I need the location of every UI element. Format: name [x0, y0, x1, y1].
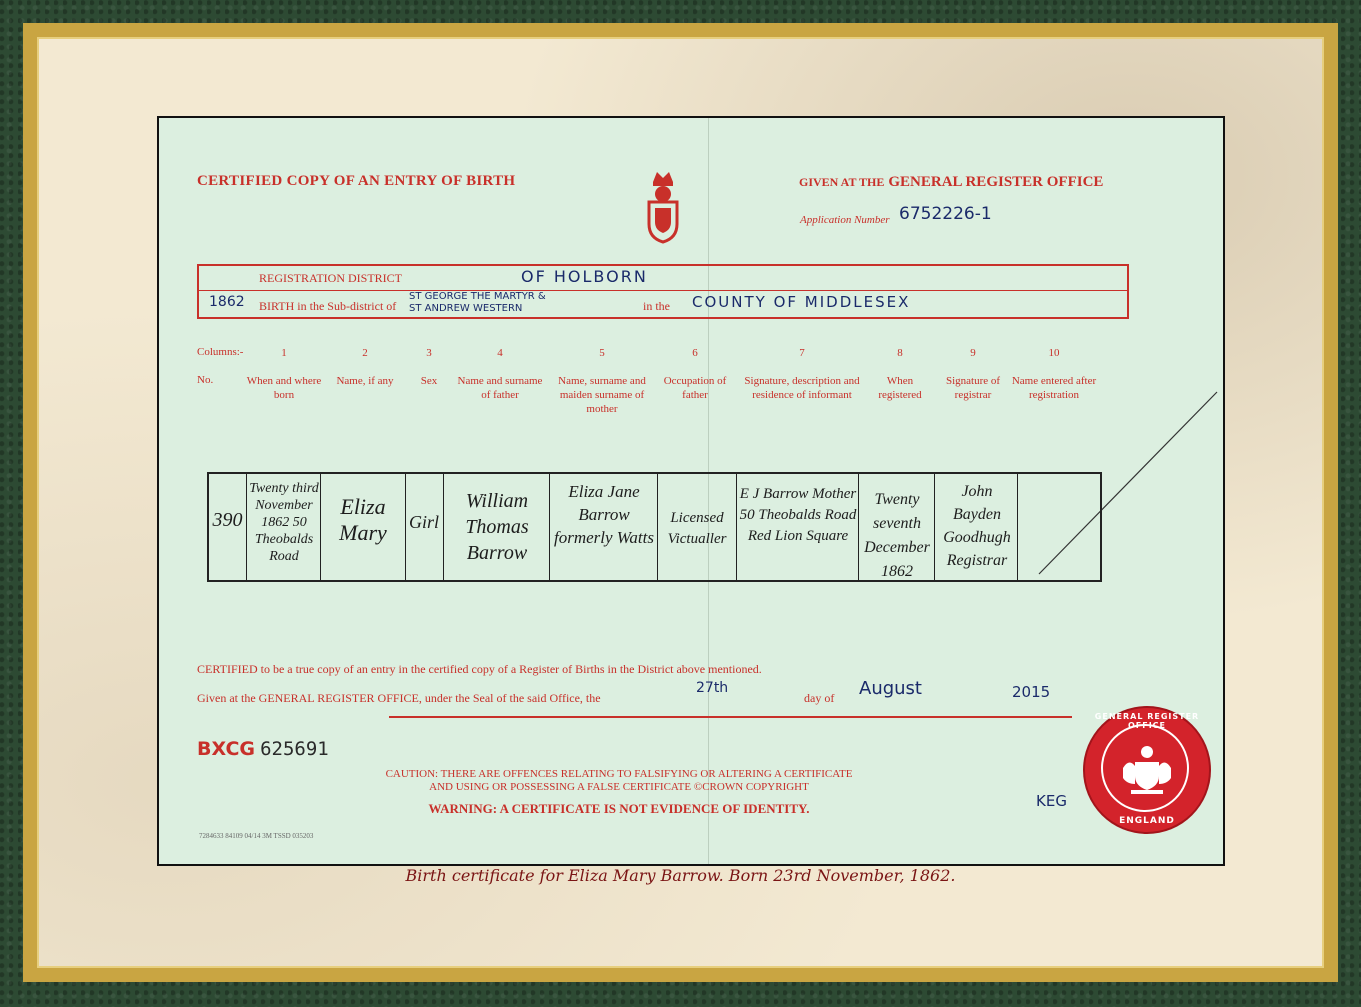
birth-subdistrict-label: BIRTH in the Sub-district of: [259, 299, 397, 313]
column-number: 4: [497, 347, 503, 359]
column-number: 5: [599, 347, 605, 359]
given-month: August: [859, 678, 922, 699]
column-title: Name and surname of father: [457, 375, 543, 401]
column-title: Occupation of father: [663, 375, 727, 401]
column-title: Signature of registrar: [945, 375, 1001, 401]
column-title: Sex: [420, 375, 438, 387]
warning-notice: WARNING: A CERTIFICATE IS NOT EVIDENCE OF IDENTITY.: [428, 801, 810, 816]
entry-number: 390: [212, 509, 243, 531]
table-divider: [934, 474, 935, 580]
serial-prefix: BXCG: [197, 738, 255, 760]
column-number: 8: [897, 347, 903, 359]
table-divider: [320, 474, 321, 580]
given-day: 27th: [696, 680, 729, 696]
given-year: 2015: [1012, 683, 1051, 701]
entry-mother: Eliza Jane Barrow formerly Watts: [554, 482, 654, 547]
royal-arms-icon: [1117, 740, 1177, 800]
office-heading-prefix: GIVEN AT THE: [799, 175, 885, 189]
certified-statement: CERTIFIED to be a true copy of an entry in the certified copy of a Register of Births in the District above mentioned.: [197, 662, 762, 676]
gro-seal: [1085, 708, 1209, 832]
column-title: Signature, description and residence of informant: [744, 375, 860, 401]
table-divider: [657, 474, 658, 580]
image-caption: Birth certificate for Eliza Mary Barrow. Born 23rd November, 1862.: [405, 866, 956, 885]
table-divider: [246, 474, 247, 580]
subdistrict-line-1: ST GEORGE THE MARTYR &: [409, 291, 546, 302]
column-2-header: [329, 346, 401, 388]
column-7-header: [737, 346, 867, 402]
day-of-label: day of: [804, 691, 835, 705]
column-9-header: [939, 346, 1007, 402]
no-label: No.: [197, 374, 214, 386]
column-number: 3: [426, 347, 432, 359]
signature-rule: [389, 716, 1072, 718]
serial-number: [197, 738, 329, 760]
royal-crest-icon: [643, 168, 683, 246]
entry-informant: E J Barrow Mother 50 Theobalds Road Red Lion Square: [739, 486, 857, 544]
birth-certificate: [157, 116, 1225, 866]
entry-name: Eliza Mary: [339, 494, 387, 545]
column-number: 10: [1048, 347, 1060, 359]
table-divider: [736, 474, 737, 580]
subdistrict-value: [409, 291, 546, 315]
registration-district-label: REGISTRATION DISTRICT: [259, 271, 402, 285]
county-value: COUNTY OF MIDDLESEX: [692, 293, 911, 311]
columns-label: Columns:-: [197, 346, 244, 358]
column-4-header: [453, 346, 547, 402]
registration-box: [197, 264, 1129, 319]
entry-when-registered: Twenty seventh December 1862: [864, 491, 930, 580]
caution-line-2: AND USING OR POSSESSING A FALSE CERTIFICATE ©CROWN COPYRIGHT: [429, 781, 809, 793]
entry-father: William Thomas Barrow: [465, 490, 529, 564]
office-heading: [799, 173, 1103, 191]
table-divider: [549, 474, 550, 580]
entry-table: [207, 472, 1102, 582]
table-divider: [858, 474, 859, 580]
seal-top-text: GENERAL REGISTER OFFICE: [1094, 712, 1200, 730]
column-8-header: [871, 346, 929, 402]
application-number: 6752226-1: [899, 204, 992, 224]
registration-district-value: OF HOLBORN: [521, 267, 648, 286]
application-label: Application Number: [800, 214, 890, 226]
registration-box-divider: [199, 290, 1127, 291]
column-6-header: [659, 346, 731, 402]
registration-year: 1862: [209, 294, 245, 310]
column-number: 1: [281, 347, 287, 359]
column-number: 7: [799, 347, 805, 359]
in-the-label: in the: [643, 299, 670, 313]
column-number: 2: [362, 347, 368, 359]
column-title: When registered: [878, 375, 922, 401]
column-number: 6: [692, 347, 698, 359]
given-statement: Given at the GENERAL REGISTER OFFICE, under the Seal of the said Office, the: [197, 691, 601, 705]
caution-line-1: CAUTION: THERE ARE OFFENCES RELATING TO FALSIFYING OR ALTERING A CERTIFICATE: [385, 768, 853, 780]
table-divider: [443, 474, 444, 580]
subdistrict-line-2: ST ANDREW WESTERN: [409, 303, 523, 314]
column-title: Name, if any: [336, 375, 394, 387]
entry-when-where-born: Twenty third November 1862 50 Theobalds Road: [249, 481, 319, 564]
entry-sex: Girl: [408, 512, 439, 532]
column-title: When and where born: [246, 375, 322, 401]
column-3-header: [409, 346, 449, 388]
column-title: Name entered after registration: [1011, 375, 1097, 401]
issuer-initials: KEG: [1036, 792, 1067, 810]
entry-registrar: John Bayden Goodhugh Registrar: [943, 483, 1011, 569]
column-1-header: [244, 346, 324, 402]
seal-bottom-text: ENGLAND: [1119, 816, 1175, 826]
table-divider: [1017, 474, 1018, 580]
column-title: Name, surname and maiden surname of mother: [558, 375, 646, 415]
column-5-header: [552, 346, 652, 416]
entry-occupation: Licensed Victualler: [667, 510, 727, 547]
column-number: 9: [970, 347, 976, 359]
print-code: 7284633 84109 04/14 3M TSSD 035203: [199, 832, 314, 840]
office-heading-name: GENERAL REGISTER OFFICE: [888, 174, 1104, 190]
caution-notice: [359, 768, 879, 794]
serial-digits: 625691: [260, 738, 329, 760]
certificate-title: CERTIFIED COPY OF AN ENTRY OF BIRTH: [197, 173, 516, 189]
